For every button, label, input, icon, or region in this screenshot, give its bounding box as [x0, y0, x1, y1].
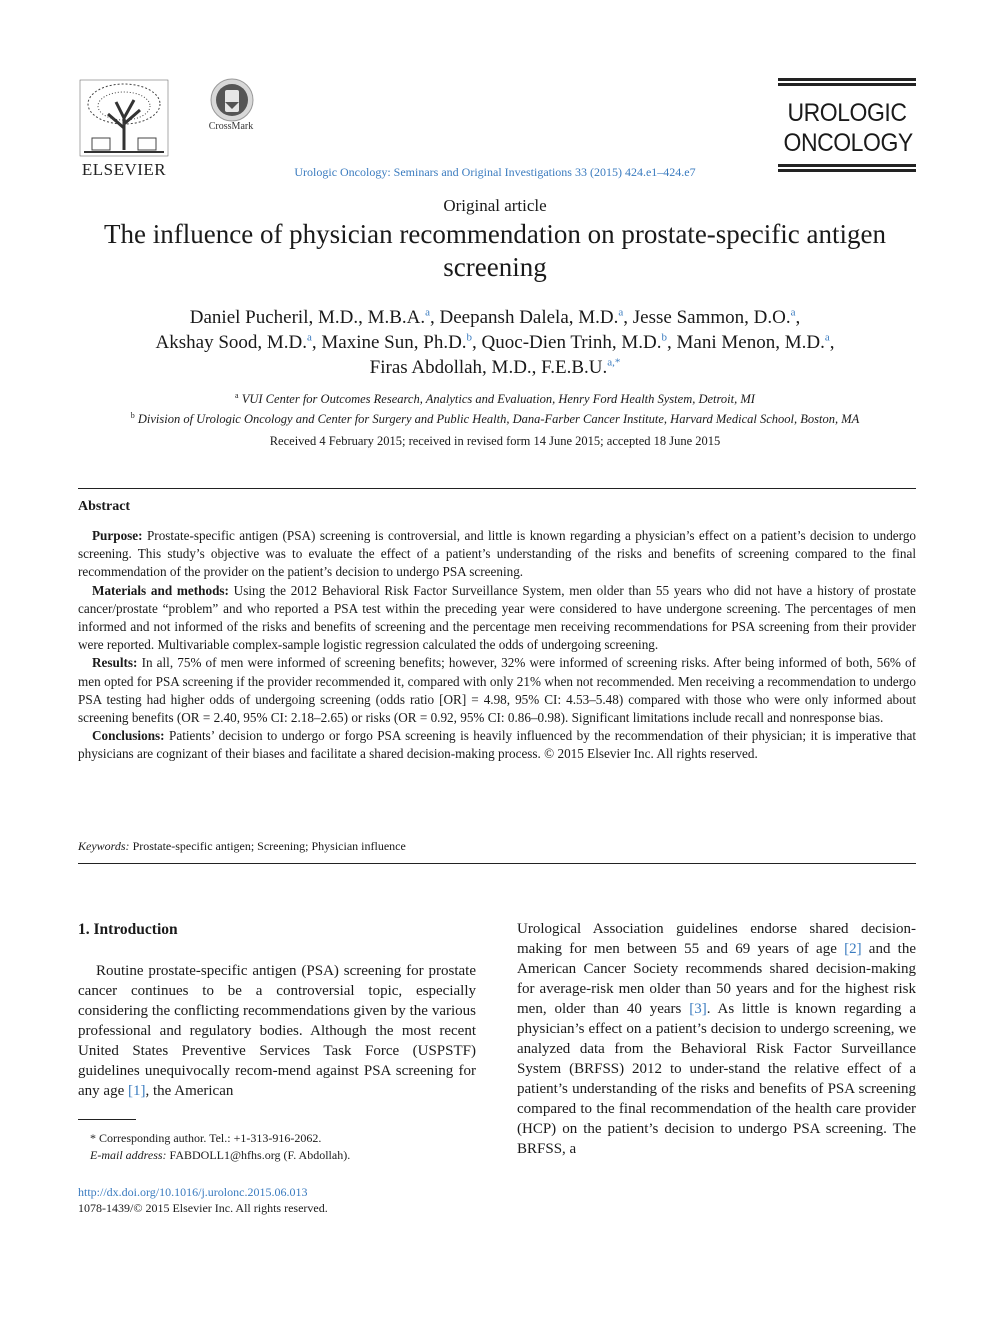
- doi-link[interactable]: http://dx.doi.org/10.1016/j.urolonc.2015.06.013: [78, 1185, 308, 1199]
- section-heading: 1. Introduction: [78, 921, 178, 938]
- email-footnote: E-mail address: FABDOLL1@hfhs.org (F. Abdollah).: [90, 1148, 351, 1162]
- body-column-right: Urological Association guidelines endorse shared decision-making for men between 55 and 69 years of age [2] and the American Cancer Society recommends shared decision-making for average-risk men older than 50 years and for the highest risk men, older than 40 years [3]. As little is known regarding a physician’s effect on a patient’s decision to undergo screening, we analyzed data from the Behavioral Risk Factor Surveillance System (BRFSS) 2012 to under-stand the relative effect of a patient’s understanding of the risks and benefits of PSA screening compared to the final recommendation of the health care provider (HCP) on the patient’s decision to undergo PSA screening. The BRFSS, a: [517, 921, 916, 1157]
- crossmark-label: CrossMark: [208, 121, 254, 132]
- issn-copyright: 1078-1439/© 2015 Elsevier Inc. All rights reserved.: [78, 1201, 328, 1215]
- abstract-body: [78, 527, 916, 764]
- divider: [78, 863, 916, 864]
- author[interactable]: Akshay Sood, M.D.$^a$: [155, 331, 312, 353]
- abstract-purpose: Purpose: Prostate-specific antigen (PSA) screening is controversial, and little is known regarding a physician’s effect on a patient’s decision to undergo screening. This study’s objective was to evaluate the effect of a patient’s understanding of the risks and benefits of screening compared to the final recommendation of the provider on the patient’s decision to undergo PSA screening.: [78, 528, 917, 580]
- email-address[interactable]: FABDOLL1@hfhs.org (F. Abdollah).: [169, 1148, 351, 1162]
- affiliations: [70, 389, 920, 429]
- divider: [78, 488, 916, 489]
- affiliation-a: $^a$ VUI Center for Outcomes Research, Analytics and Evaluation, Henry Ford Health System, Detroit, MI: [235, 390, 755, 406]
- journal-name-line1: UROLOGIC: [787, 99, 907, 127]
- body-column-left: Routine prostate-specific antigen (PSA) screening for prostate cancer continues to be a controversial topic, especially considering the conflicting recommendations given by the various professional and regulatory bodies. Although the most recent United States Preventive Services Task Force (USPSTF) guidelines unequivocally recom-mend against PSA screening for any age [1], the American: [78, 963, 476, 1099]
- corresponding-author: * Corresponding author. Tel.: +1-313-916-2062.: [90, 1131, 322, 1145]
- journal-name-line2: ONCOLOGY: [783, 129, 913, 157]
- affiliation-b: $^b$ Division of Urologic Oncology and Center for Surgery and Public Health, Dana-Farber Cancer Institute, Harvard Medical School, Boston, MA: [130, 410, 860, 426]
- author-list: Daniel Pucheril, M.D., M.B.A.$^a$, Deepansh Dalela, M.D.$^a$, Jesse Sammon, D.O.$^a$, Akshay Sood, M.D.$^a$, Maxine Sun, Ph.D.$^b$, Quoc-Dien Trinh, M.D.$^b$, Mani Menon, M.D.$^a$, Firas Abdollah, M.D., F.E.B.U.$^{a,*}$: [155, 306, 835, 378]
- abstract-conclusions: Conclusions: Patients’ decision to undergo or forgo PSA screening is heavily influenced by the recommendation of their physician; it is imperative that physicians are cognizant of their biases and facilitate a shared decision-making process. © 2015 Elsevier Inc. All rights reserved.: [78, 728, 917, 762]
- journal-citation[interactable]: Urologic Oncology: Seminars and Original Investigations 33 (2015) 424.e1–424.e7: [294, 165, 696, 179]
- reference-link[interactable]: [1]: [127, 1083, 146, 1099]
- author[interactable]: Mani Menon, M.D.$^a$: [676, 331, 830, 353]
- author[interactable]: Jesse Sammon, D.O.$^a$: [632, 306, 796, 328]
- footnote-divider: [78, 1119, 136, 1120]
- abstract-results: Results: In all, 75% of men were informed of screening benefits; however, 32% were informed of screening risks. After being informed of both, 56% of men opted for PSA screening if the provider recommended it, compared with only 21% when not recommended. Men receiving a recommendation to undergo PSA testing had higher odds of undergoing screening (odds ratio [OR] = 4.98, 95% CI: 4.53–5.48) compared with those who were only informed about screening benefits (OR = 2.40, 95% CI: 2.18–2.65) or risks (OR = 0.92, 95% CI: 0.86–0.98). Significant limitations include recall and nonresponse bias.: [78, 655, 917, 726]
- publisher-name: ELSEVIER: [81, 160, 167, 179]
- reference-link[interactable]: [3]: [689, 1001, 707, 1017]
- reference-link[interactable]: [2]: [844, 941, 862, 957]
- article-type: Original article: [443, 196, 547, 215]
- article-title: The influence of physician recommendation on prostate-specific antigen screening: [104, 219, 886, 282]
- author[interactable]: Deepansh Dalela, M.D.$^a$: [439, 306, 624, 328]
- abstract-heading: Abstract: [78, 499, 131, 514]
- received-dates: Received 4 February 2015; received in revised form 14 June 2015; accepted 18 June 2015: [269, 434, 721, 448]
- author[interactable]: Quoc-Dien Trinh, M.D.$^b$: [481, 331, 668, 353]
- keywords: Keywords: Prostate-specific antigen; Screening; Physician influence: [78, 839, 406, 853]
- journal-brand: [778, 78, 916, 174]
- author[interactable]: Firas Abdollah, M.D., F.E.B.U.$^{a,*}$: [369, 356, 621, 378]
- abstract-methods: Materials and methods: Using the 2012 Behavioral Risk Factor Surveillance System, men older than 55 years who did not have a history of prostate cancer/prostate “problem” and who reported a PSA test within the preceding year were considered to have undergone screening. The percentages of men informed and not informed of the risks and benefits of screening and the percentage men receiving recommendations for PSA screening from their provider were reported. Multivariable complex-sample logistic regression calculated the odds of undergoing screening.: [78, 582, 917, 653]
- author[interactable]: Maxine Sun, Ph.D.$^b$: [321, 331, 473, 353]
- author[interactable]: Daniel Pucheril, M.D., M.B.A.$^a$: [189, 306, 431, 328]
